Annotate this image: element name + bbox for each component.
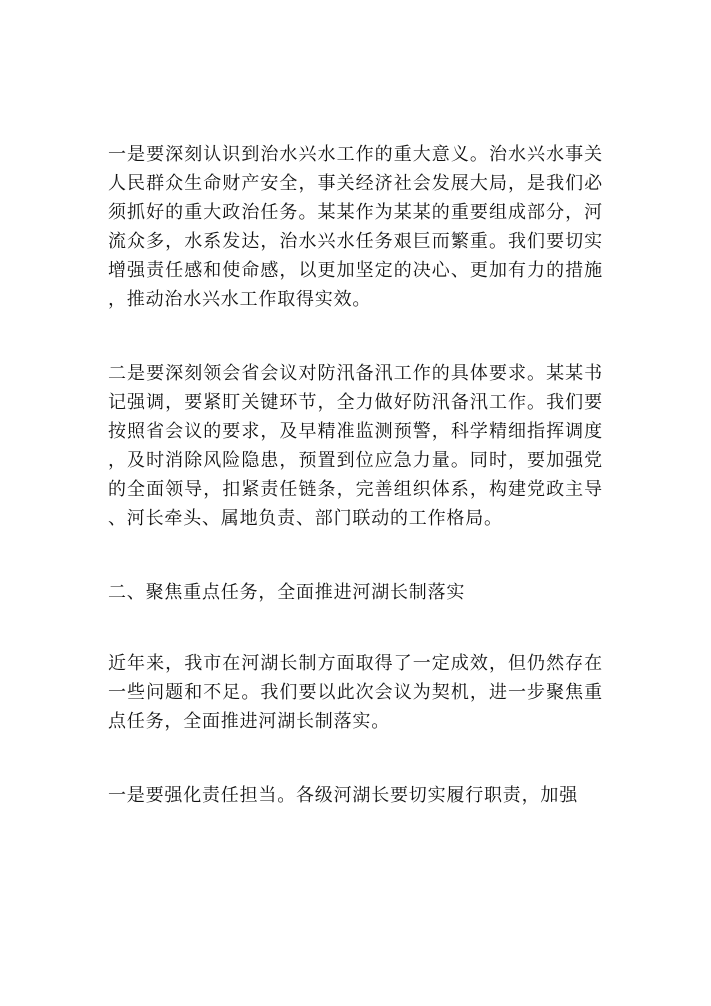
- paragraph-significance: 一是要深刻认识到治水兴水工作的重大意义。治水兴水事关人民群众生命财产安全，事关经济社会发展大局，是我们必须抓好的重大政治任务。某某作为某某的重要组成部分，河流众多，水系发达，治水兴水任务艰巨而繁重。我们要切实增强责任感和使命感，以更加坚定的决心、更加有力的措施，推动治水兴水工作取得实效。: [108, 144, 603, 310]
- paragraph-flood-prevention: 二是要深刻领会省会议对防汛备汛工作的具体要求。某某书记强调，要紧盯关键环节，全力做好防汛备汛工作。我们要按照省会议的要求，及早精准监测预警，科学精细指挥调度，及时消除风险隐患，预置到位应急力量。同时，要加强党的全面领导，扣紧责任链条，完善组织体系，构建党政主导、河长牵头、属地负责、部门联动的工作格局。: [108, 363, 603, 529]
- paragraph-responsibility: 一是要强化责任担当。各级河湖长要切实履行职责，加强: [108, 785, 578, 806]
- paragraph-river-lake-system: 近年来，我市在河湖长制方面取得了一定成效，但仍然存在一些问题和不足。我们要以此次会议为契机，进一步聚焦重点任务，全面推进河湖长制落实。: [108, 653, 603, 732]
- section-heading: 二、聚焦重点任务，全面推进河湖长制落实: [108, 582, 466, 603]
- document-body: [108, 140, 603, 810]
